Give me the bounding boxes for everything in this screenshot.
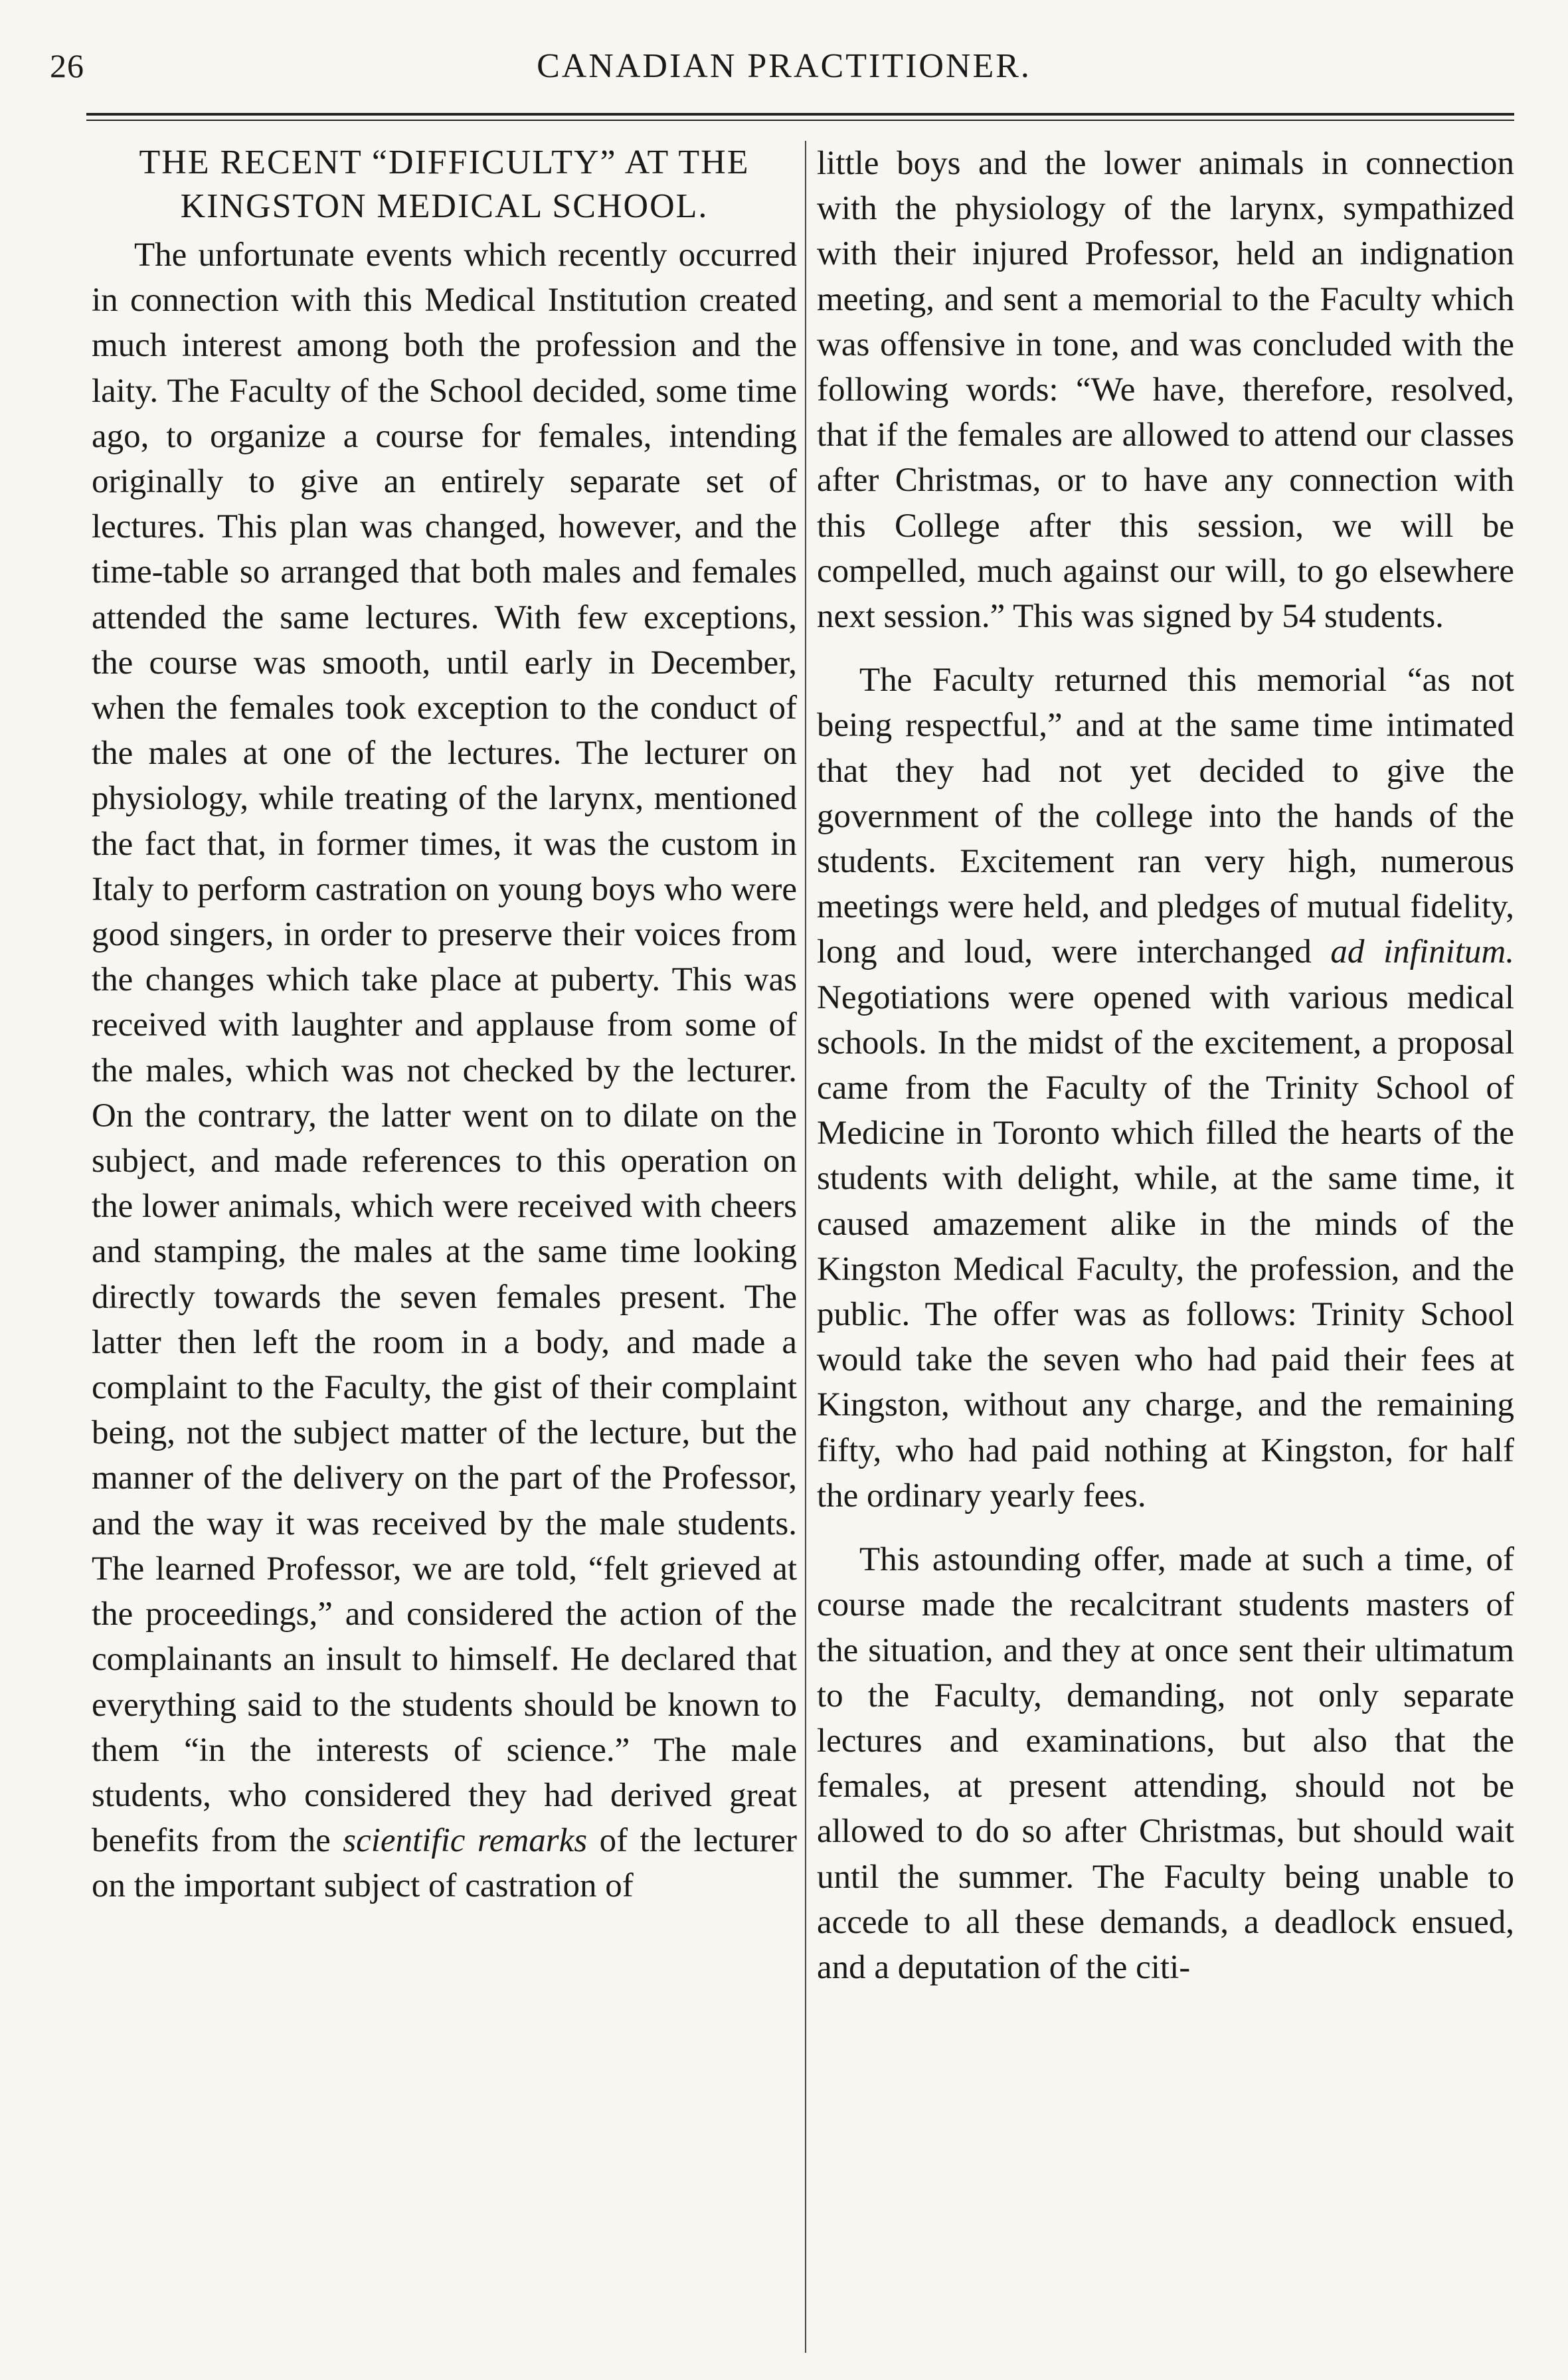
running-title: CANADIAN PRACTITIONER. [537,47,1031,85]
left-column [92,141,797,1909]
page-number: 26 [50,47,84,84]
column-divider [805,141,806,2353]
article-paragraph-3: This astounding offer, made at such a time, of course made the recalcitrant students masters of the situation, and they at once sent their ultimatum to the Faculty, demanding, not only separate lectures and examinations, but also that the females, at present attending, should not be allowed to do so after Christmas, but should wait until the summer. The Faculty being unable to accede to all these demands, a deadlock ensued, and a deputation of the citi- [817,1541,1514,1986]
paragraph-text: The Faculty returned this memorial “as not being respectful,” and at the same time intimated that they had not yet decided to give the government of the college into the hands of the students. Excitement ran very high, numerous meetings were held, and pledges of mutual fidelity, long and loud, were interchanged [817,662,1514,971]
right-column [817,141,1514,1990]
paragraph-text-end: Negotiations were opened with various medical schools. In the midst of the excitement, a proposal came from the Faculty of the Trinity School of Medicine in Toronto which filled the hearts of the students with delight, while, at the same time, it caused amazement alike in the minds of the Kingston Medical Faculty, the profession, and the public. The offer was as follows: Trinity School would take the seven who had paid their fees at Kingston, without any charge, and the remaining fifty, who had paid nothing at Kingston, for half the ordinary yearly fees. [817,978,1514,1514]
italic-phrase: scientific remarks [343,1822,588,1860]
article-paragraph-1 [92,232,797,1909]
italic-phrase: ad infinitum. [1330,933,1514,971]
header-rule-thin [86,120,1514,121]
paragraph-text-end: of the lecturer on the important subject of castration of [92,1822,798,1905]
article-title: THE RECENT “DIFFICULTY” AT THE KINGSTON MEDICAL SCHOOL. [139,143,750,225]
header-rule [86,113,1514,116]
article-paragraph-2 [817,658,1514,1518]
article-paragraph-continued: little boys and the lower animals in connection with the physiology of the larynx, sympathized with their injured Professor, held an indignation meeting, and sent a memorial to the Faculty which was offensive in tone, and was concluded with the following words: “We have, therefore, resolved, that if the females are allowed to attend our classes after Christmas, or to have any connection with this College after this session, we will be compelled, much against our will, to go elsewhere next session.” This was signed by 54 students. [817,145,1514,636]
paragraph-text: The unfortunate events which recently occurred in connection with this Medical Institution created much interest among both the profession and the laity. The Faculty of the School decided, some time ago, to organize a course for females, intending originally to give an entirely separate set of lectures. This plan was changed, however, and the time-table so arranged that both males and females attended the same lectures. With few exceptions, the course was smooth, until early in December, when the females took exception to the conduct of the males at one of the lectures. The lecturer on physiology, while treating of the larynx, mentioned the fact that, in former times, it was the custom in Italy to perform castration on young boys who were good singers, in order to preserve their voices from the changes which take place at puberty. This was received with laughter and applause from some of the males, which was not checked by the lecturer. On the contrary, the latter went on to dilate on the subject, and made references to this operation on the lower animals, which were received with cheers and stamping, the males at the same time looking directly towards the seven females present. The latter then left the room in a body, and made a complaint to the Faculty, the gist of their complaint being, not the subject matter of the lecture, but the manner of the delivery on the part of the Professor, and the way it was received by the male students. The learned Professor, we are told, “felt grieved at the proceedings,” and considered the action of the complainants an insult to himself. He declared that everything said to the students should be known to them “in the interests of science.” The male students, who considered they had derived great benefits from the [92,236,797,1860]
